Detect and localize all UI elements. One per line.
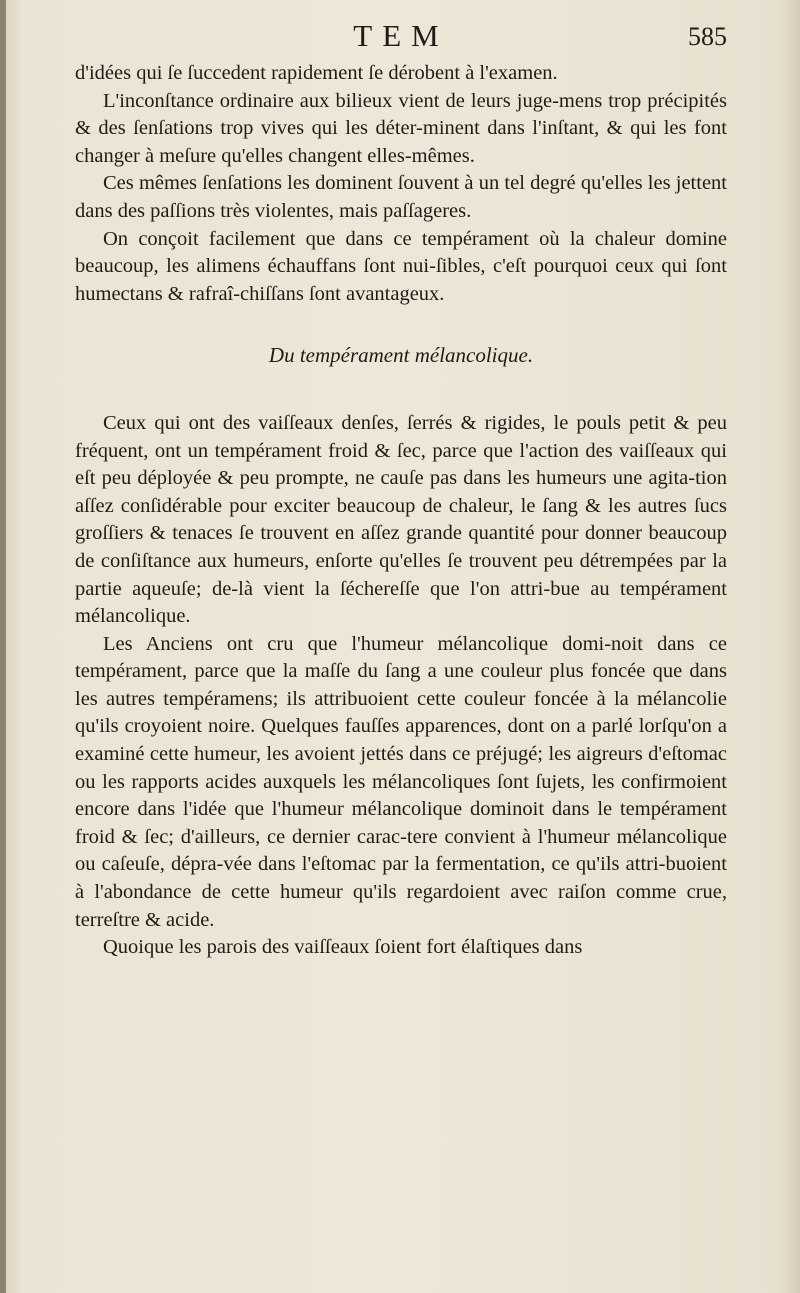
paragraph: d'idées qui ſe ſuccedent rapidement ſe dérobent à l'examen. <box>75 62 558 84</box>
paragraph: L'inconſtance ordinaire aux bilieux vient de leurs juge-mens trop précipités & des ſenſations trop vives qui les déter-minent dans l'inſtant, & qui les font changer à meſure qu'elles changent elles-mêmes. <box>75 89 727 167</box>
paragraph: Ceux qui ont des vaiſſeaux denſes, ſerrés & rigides, le pouls petit & peu fréquent, ont un tempérament froid & ſec, parce que l'action des vaiſſeaux qui eſt peu déployée & peu prompte, ne cauſe pas dans les humeurs une agita-tion aſſez conſidérable pour exciter beaucoup de chaleur, le ſang & les autres ſucs groſſiers & tenaces ſe trouvent en aſſez grande quantité pour donner beaucoup de conſiſtance aux humeurs, enſorte qu'elles ſe trouvent peu détrempées par la partie aqueuſe; de-là vient la ſéchereſſe que l'on attri-bue au tempérament mélancolique. <box>75 411 727 628</box>
page-number: 585 <box>688 22 727 51</box>
paragraph: Quoique les parois des vaiſſeaux ſoient fort élaſtiques dans <box>103 936 583 959</box>
page-spine-shadow <box>0 0 6 1293</box>
section-title: Du tempérament mélancolique. <box>268 343 534 368</box>
body-text <box>75 60 727 962</box>
paragraph: Les Anciens ont cru que l'humeur mélancolique domi-noit dans ce tempérament, parce que la maſſe du ſang a une couleur plus foncée que dans les autres tempéramens; ils attribuoient cette couleur foncée à la mélancolie qu'ils croyoient noire. Quelques fauſſes apparences, dont on a parlé lorſqu'on a examiné cette humeur, les avoient jettés dans ce préjugé; les aigreurs d'eſtomac ou les rapports acides auxquels les mélancoliques ſont ſujets, les confirmoient encore dans l'idée que l'humeur mélancolique dominoit dans le tempérament froid & ſec; d'ailleurs, ce dernier carac-tere convient à l'humeur mélancolique ou caſeuſe, dépra-vée dans l'eſtomac par la fermentation, ce qu'ils attri-buoient à l'abondance de cette humeur qu'ils regardoient avec raiſon comme crue, terreſtre & acide. <box>75 632 727 931</box>
paragraph: Ces mêmes ſenſations les dominent ſouvent à un tel degré qu'elles les jettent dans des paſſions très violentes, mais paſſageres. <box>75 172 727 222</box>
paragraph: On conçoit facilement que dans ce tempérament où la chaleur domine beaucoup, les alimens échauffans ſont nui-ſibles, c'eſt pourquoi ceux qui ſont humectans & rafraî-chiſſans ſont avantageux. <box>75 227 727 305</box>
running-title: TEM <box>353 18 449 53</box>
page-header <box>75 18 727 58</box>
